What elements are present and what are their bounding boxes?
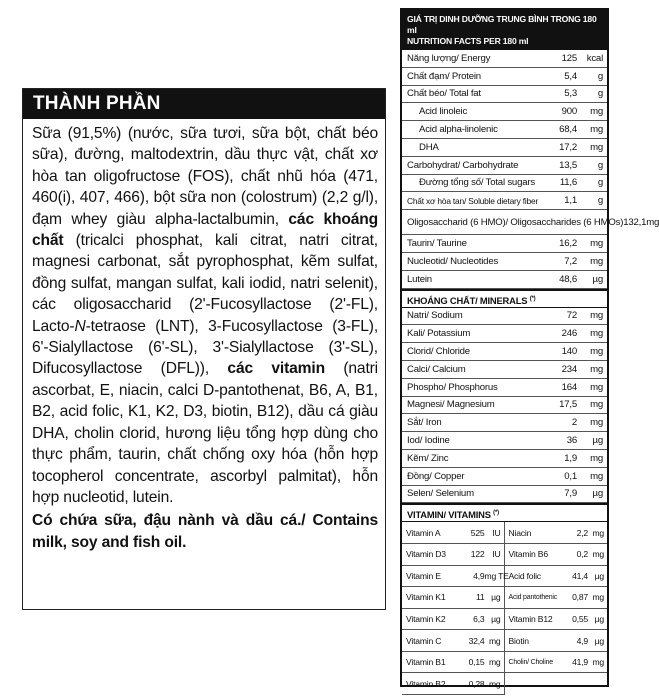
nutrient-label: Năng lượng/ Energy	[407, 52, 491, 64]
vitamin-row-empty	[505, 673, 608, 694]
mineral-row	[402, 379, 607, 397]
mineral-value: 234	[561, 363, 577, 375]
vitamin-row	[505, 630, 608, 652]
vitamin-label: Acid pantothenic	[508, 593, 558, 601]
nutrient-value: 5,4	[564, 70, 577, 82]
nutrition-row	[402, 139, 607, 157]
vitamin-unit: IU	[492, 527, 501, 538]
mineral-row	[402, 468, 607, 486]
vitamin-row	[402, 587, 504, 609]
mineral-row	[402, 414, 607, 432]
nutrition-row	[402, 157, 607, 175]
vitamin-value: 525	[470, 527, 485, 538]
vitamin-label: Acid folic	[508, 570, 541, 581]
mineral-label: Iod/ Iodine	[407, 435, 450, 447]
nutrient-unit: kcal	[586, 52, 603, 64]
vitamin-column-left	[402, 522, 509, 695]
mineral-label: Magnesi/ Magnesium	[407, 399, 495, 411]
vitamin-value: 4,9	[576, 635, 588, 646]
vitamin-unit: mg	[592, 549, 604, 560]
nutrient-label: DHA	[419, 141, 439, 153]
minerals-title: KHOÁNG CHẤT/ MINERALS	[407, 294, 528, 306]
vitamin-unit: µg	[594, 635, 604, 646]
mineral-value: 1,9	[564, 452, 577, 464]
vitamin-label: Vitamin B12	[508, 614, 553, 624]
vitamin-unit: µg	[594, 614, 604, 624]
mineral-unit: mg	[590, 310, 603, 322]
nutrient-value: 7,2	[564, 255, 577, 267]
vitamin-label: Niacin	[508, 527, 532, 538]
vitamin-unit: mg	[488, 657, 501, 668]
ingredients-panel	[22, 88, 386, 610]
vitamin-grid	[402, 522, 607, 695]
nutrition-row	[402, 50, 607, 68]
mineral-rows	[402, 308, 607, 504]
vitamin-label: Biotin	[508, 635, 529, 646]
mineral-unit: µg	[592, 435, 603, 447]
mineral-unit: mg	[590, 381, 603, 393]
mineral-unit: µg	[592, 488, 603, 500]
mineral-row	[402, 432, 607, 450]
vitamin-column-right	[505, 522, 608, 695]
mineral-value: 140	[561, 346, 577, 358]
mineral-unit: mg	[590, 346, 603, 358]
nutrient-label: Đường tổng số/ Total sugars	[419, 177, 535, 189]
allergy-statement: Có chứa sữa, đậu nành và dầu cá./ Contains milk, soy and fish oil.	[32, 512, 378, 551]
nutrient-value: 1,1	[564, 195, 577, 207]
mineral-value: 0,1	[564, 470, 577, 482]
mineral-value: 7,9	[564, 488, 577, 500]
vitamin-value: 0,15	[468, 657, 485, 668]
nutrient-label: Taurin/ Taurine	[407, 238, 467, 250]
mineral-label: Calci/ Calcium	[407, 363, 466, 375]
mineral-value: 246	[561, 328, 577, 340]
vitamin-value: 122	[470, 549, 485, 560]
vitamin-row	[505, 522, 608, 544]
vitamin-label: Vitamin A	[406, 527, 441, 538]
nutrition-row	[402, 121, 607, 139]
vitamin-unit: mg	[592, 527, 604, 538]
vitamin-value: 4,9	[473, 570, 485, 581]
nutrient-label: Nucleotid/ Nucleotides	[407, 255, 499, 267]
nutrient-value: 132,1	[623, 216, 647, 228]
nutrient-label: Chất béo/ Total fat	[407, 88, 481, 100]
nutrition-row	[402, 235, 607, 253]
nutrition-row	[402, 103, 607, 121]
nutrition-header-vi: GIÁ TRỊ DINH DƯỠNG TRUNG BÌNH TRONG 180 ml	[407, 14, 597, 35]
vitamin-row	[402, 522, 504, 544]
vitamin-unit: µg	[594, 570, 604, 581]
nutrient-value: 125	[561, 52, 577, 64]
mineral-label: Phospho/ Phosphorus	[407, 381, 498, 393]
vitamin-unit: mg	[592, 592, 604, 603]
minerals-heading	[402, 289, 607, 308]
nutrient-unit: mg	[590, 238, 603, 250]
vitamin-label: Vitamin K2	[406, 614, 446, 624]
nutrition-row	[402, 175, 607, 193]
ingredients-text-part: (natri ascorbat, E, niacin, calci D-pantothenat, B6, A, B1, B2, acid folic, K1, K2, D3, biotin, B12), dầu cá giàu DHA, cholin clorid, hương liệu tổng hợp dùng cho thực phẩm, taurin, chất chống oxy hóa (hỗn hợp tocopherol concentrate, ascorbyl palmitat), hỗn hợp nucleotid, lutein.	[32, 360, 378, 506]
nutrient-label: Acid alpha-linolenic	[419, 124, 498, 136]
nutrient-unit: mg	[590, 255, 603, 267]
vitamin-row	[505, 652, 608, 674]
mineral-label: Kali/ Potassium	[407, 328, 471, 340]
nutrient-unit: g	[597, 70, 603, 82]
vitamin-value: 41,4	[572, 570, 588, 581]
vitamin-value: 2,2	[576, 527, 588, 538]
mineral-label: Đồng/ Copper	[407, 470, 465, 482]
nutrient-value: 900	[561, 106, 577, 118]
vitamin-label: Cholin/ Choline	[508, 658, 553, 666]
nutrition-row	[402, 68, 607, 86]
ingredients-text-part: (tricalci phosphat, kali citrat, natri citrat, magnesi carbonat, sắt pyrophosphat, kẽm sulfat, đồng sulfat, mangan sulfat, kali iodid, natri selenit), các oligosaccharid (2'-Fucosyllactose (2'-FL), Lacto-	[32, 232, 378, 335]
nutrient-unit: mg	[590, 141, 603, 153]
nutrient-label: Lutein	[407, 273, 432, 285]
nutrient-unit: mg	[590, 106, 603, 118]
nutrient-label: Oligosaccharid (6 HMO)/ Oligosaccharides (6 HMOs)	[407, 216, 624, 228]
vitamin-label: Vitamin E	[406, 570, 441, 581]
vitamin-row	[505, 544, 608, 566]
vitamin-value: 11	[475, 592, 485, 603]
nutrient-label: Carbohydrat/ Carbohydrate	[407, 159, 519, 171]
nutrient-unit: g	[597, 195, 603, 207]
vitamin-label: Vitamin C	[406, 635, 442, 646]
nutrition-row	[402, 86, 607, 104]
vitamin-value: 32,4	[468, 635, 485, 646]
vitamin-value: 6,3	[473, 614, 485, 624]
nutrient-unit: mg	[590, 124, 603, 136]
ingredients-italic-n: N	[74, 317, 86, 335]
vitamin-row	[402, 630, 504, 652]
vitamin-unit: µg	[491, 614, 501, 624]
vitamin-unit: µg	[491, 592, 501, 603]
nutrient-value: 16,2	[559, 238, 577, 250]
nutrient-value: 68,4	[559, 124, 577, 136]
nutrition-facts-panel	[400, 8, 659, 689]
vitamin-row	[505, 609, 608, 631]
vitamins-title: VITAMIN/ VITAMINS	[407, 509, 491, 521]
nutrition-row	[402, 271, 607, 289]
mineral-unit: mg	[590, 363, 603, 375]
nutrition-header	[402, 10, 607, 50]
mineral-label: Clorid/ Chloride	[407, 346, 470, 358]
nutrient-label: Chất xơ hòa tan/ Soluble dietary fiber	[407, 195, 539, 206]
vitamin-label: Vitamin B6	[508, 549, 548, 560]
mineral-unit: mg	[590, 399, 603, 411]
nutrient-unit: g	[597, 159, 603, 171]
vitamin-unit: mg TE	[484, 570, 509, 581]
ingredients-text-part: -tetraose (LNT), 3-Fucosyllactose (3-FL), 6'-Sialyllactose (6'-SL), 3'-Sialyllactose (3'-SL), Difucosyllactose (DFL)),	[32, 317, 378, 378]
vitamin-row	[505, 587, 608, 609]
mineral-row	[402, 325, 607, 343]
vitamin-label: Vitamin B2	[406, 678, 446, 689]
vitamin-row	[505, 566, 608, 588]
ingredients-vitamins-label: các vitamin	[227, 360, 325, 378]
vitamin-unit: mg	[488, 678, 501, 689]
vitamin-value: 0,28	[468, 678, 485, 689]
vitamin-value: 0,55	[572, 614, 588, 624]
nutrient-value: 17,2	[559, 141, 577, 153]
vitamin-row	[402, 673, 504, 695]
vitamin-value: 0,2	[576, 549, 588, 560]
mineral-value: 2	[571, 417, 577, 429]
vitamin-value: 41,9	[572, 657, 588, 668]
mineral-unit: mg	[590, 470, 603, 482]
mineral-unit: mg	[590, 452, 603, 464]
vitamins-footnote-mark: (*)	[493, 510, 499, 517]
mineral-label: Natri/ Sodium	[407, 310, 463, 322]
nutrition-row	[402, 210, 659, 235]
minerals-footnote-mark: (*)	[529, 295, 536, 302]
nutrition-header-en: NUTRITION FACTS PER 180 ml	[407, 36, 529, 46]
nutrient-label: Acid linoleic	[419, 106, 468, 118]
mineral-value: 36	[566, 435, 577, 447]
nutrient-unit: g	[597, 88, 603, 100]
nutrient-unit: mg	[646, 216, 659, 228]
mineral-row	[402, 308, 607, 326]
vitamin-label: Vitamin B1	[406, 657, 446, 668]
mineral-row	[402, 361, 607, 379]
nutrient-unit: g	[597, 177, 603, 189]
ingredients-text	[23, 119, 385, 553]
nutrient-value: 11,6	[559, 177, 577, 189]
ingredients-minerals-label: các khoáng chất	[32, 210, 379, 250]
vitamin-value: 0,87	[572, 592, 588, 603]
nutrient-value: 13,5	[559, 159, 577, 171]
mineral-label: Kẽm/ Zinc	[407, 452, 449, 464]
vitamin-row	[402, 609, 504, 631]
nutrient-label: Chất đạm/ Protein	[407, 70, 481, 82]
nutrient-unit: µg	[592, 273, 603, 285]
mineral-row	[402, 486, 607, 504]
nutrition-row	[402, 253, 607, 271]
mineral-row	[402, 343, 607, 361]
mineral-value: 17,5	[559, 399, 577, 411]
vitamin-unit: IU	[492, 549, 501, 560]
nutrition-rows	[402, 50, 659, 289]
vitamin-label: Vitamin D3	[406, 549, 446, 560]
mineral-value: 164	[561, 381, 577, 393]
nutrient-value: 5,3	[564, 88, 577, 100]
mineral-unit: mg	[590, 417, 603, 429]
nutrient-value: 48,6	[559, 273, 577, 285]
vitamin-unit: mg	[488, 635, 501, 646]
ingredients-title: THÀNH PHẦN	[23, 89, 385, 119]
vitamin-unit: mg	[592, 657, 604, 668]
ingredients-text-part: Sữa (91,5%) (nước, sữa tươi, sữa bột, chất béo sữa), đường, maltodextrin, dầu thực vật, chất xơ hòa tan oligofructose (FOS), chất nhũ hóa (471, 460(i), 407, 466), bột sữa non (colostrum) (2,2 g/l), đạm whey giàu alpha-lactalbumin,	[32, 125, 378, 228]
vitamin-row	[402, 544, 504, 566]
mineral-label: Sắt/ Iron	[407, 417, 442, 429]
mineral-unit: mg	[590, 328, 603, 340]
nutrition-row	[402, 192, 607, 210]
mineral-label: Selen/ Selenium	[407, 488, 474, 500]
vitamin-row	[402, 566, 509, 588]
mineral-row	[402, 450, 607, 468]
mineral-value: 72	[566, 310, 577, 322]
mineral-row	[402, 397, 607, 415]
vitamin-label: Vitamin K1	[406, 592, 446, 603]
vitamin-row	[402, 652, 504, 674]
vitamins-heading	[402, 503, 607, 522]
